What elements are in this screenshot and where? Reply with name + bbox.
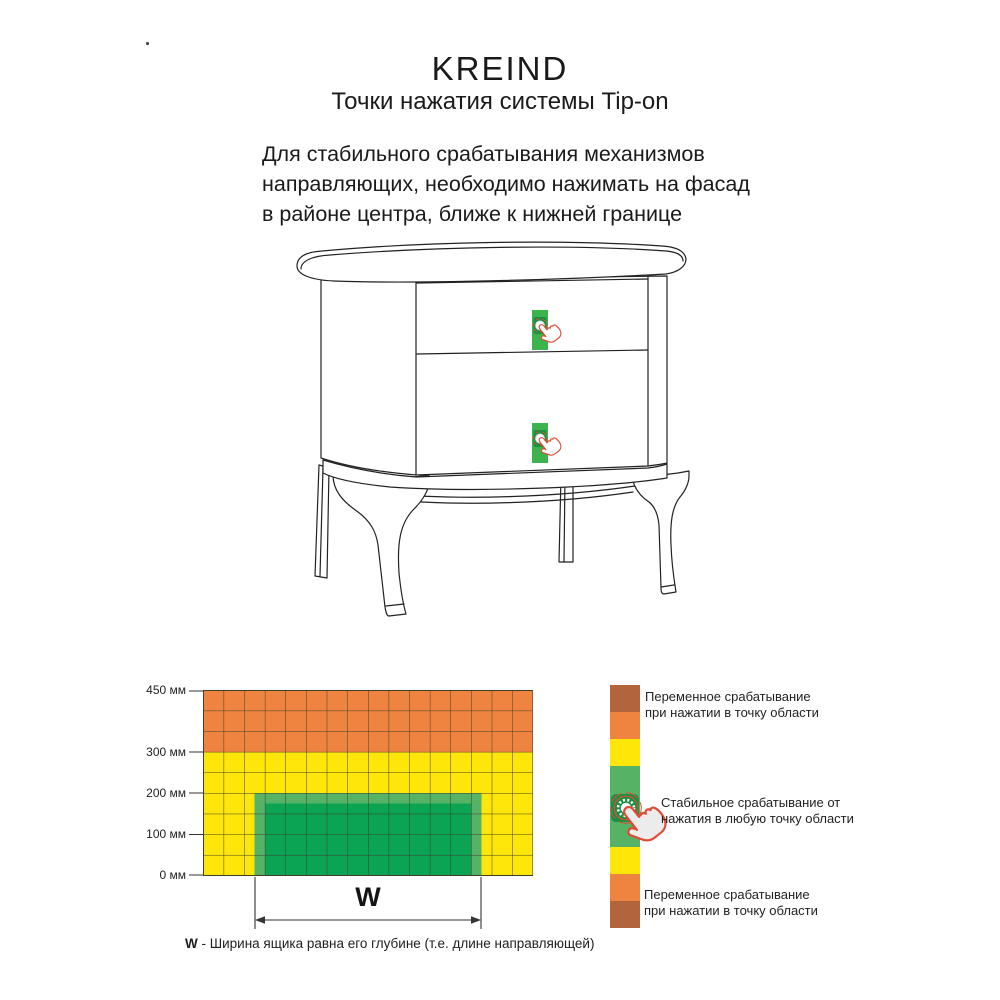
legend-item-line: нажатия в любую точку области bbox=[661, 810, 854, 826]
y-axis-label: 300 мм bbox=[146, 745, 186, 759]
front-legs bbox=[333, 471, 689, 616]
legend-segment bbox=[610, 685, 640, 712]
legend-segment bbox=[610, 739, 640, 766]
y-axis-label: 100 мм bbox=[146, 827, 186, 841]
arrowhead-left bbox=[255, 916, 265, 924]
description-line: Для стабильного срабатывания механизмов bbox=[262, 142, 705, 166]
caption-text: - Ширина ящика равна его глубине (т.е. длине направляющей) bbox=[197, 936, 595, 951]
legend-item-line: при нажатии в точку области bbox=[645, 704, 819, 720]
brand-title: KREIND bbox=[431, 50, 569, 87]
top-slab bbox=[297, 242, 686, 282]
legend-segment bbox=[610, 901, 640, 928]
page-subtitle: Точки нажатия системы Tip-on bbox=[331, 88, 669, 115]
legend-item-line: Переменное срабатывание bbox=[645, 689, 811, 704]
width-label: W bbox=[355, 882, 381, 912]
caption-term: W bbox=[185, 936, 198, 951]
cabinet-body bbox=[321, 276, 667, 475]
description-text bbox=[262, 139, 750, 229]
legend-item bbox=[645, 689, 819, 720]
axis-ticks bbox=[189, 691, 203, 875]
legend-item bbox=[661, 795, 854, 826]
arrowhead-right bbox=[471, 916, 481, 924]
legend-item-line: Стабильное срабатывание от bbox=[661, 795, 841, 810]
y-axis-label: 200 мм bbox=[146, 786, 186, 800]
legend-segment bbox=[610, 874, 640, 901]
description-line: направляющих, необходимо нажимать на фасад bbox=[262, 172, 750, 196]
y-axis-label: 450 мм bbox=[146, 683, 186, 697]
legend-item-line: при нажатии в точку области bbox=[644, 902, 818, 918]
caption bbox=[185, 936, 594, 951]
pressure-grid bbox=[188, 690, 533, 877]
legend-item bbox=[644, 887, 818, 918]
grid-lines bbox=[203, 690, 533, 876]
stray-dot bbox=[146, 42, 149, 45]
y-axis-label: 0 мм bbox=[159, 868, 186, 882]
nightstand-drawing bbox=[230, 235, 770, 635]
legend-item-line: Переменное срабатывание bbox=[644, 887, 810, 902]
legend-segment bbox=[610, 712, 640, 739]
description-line: в районе центра, ближе к нижней границе bbox=[262, 202, 683, 226]
